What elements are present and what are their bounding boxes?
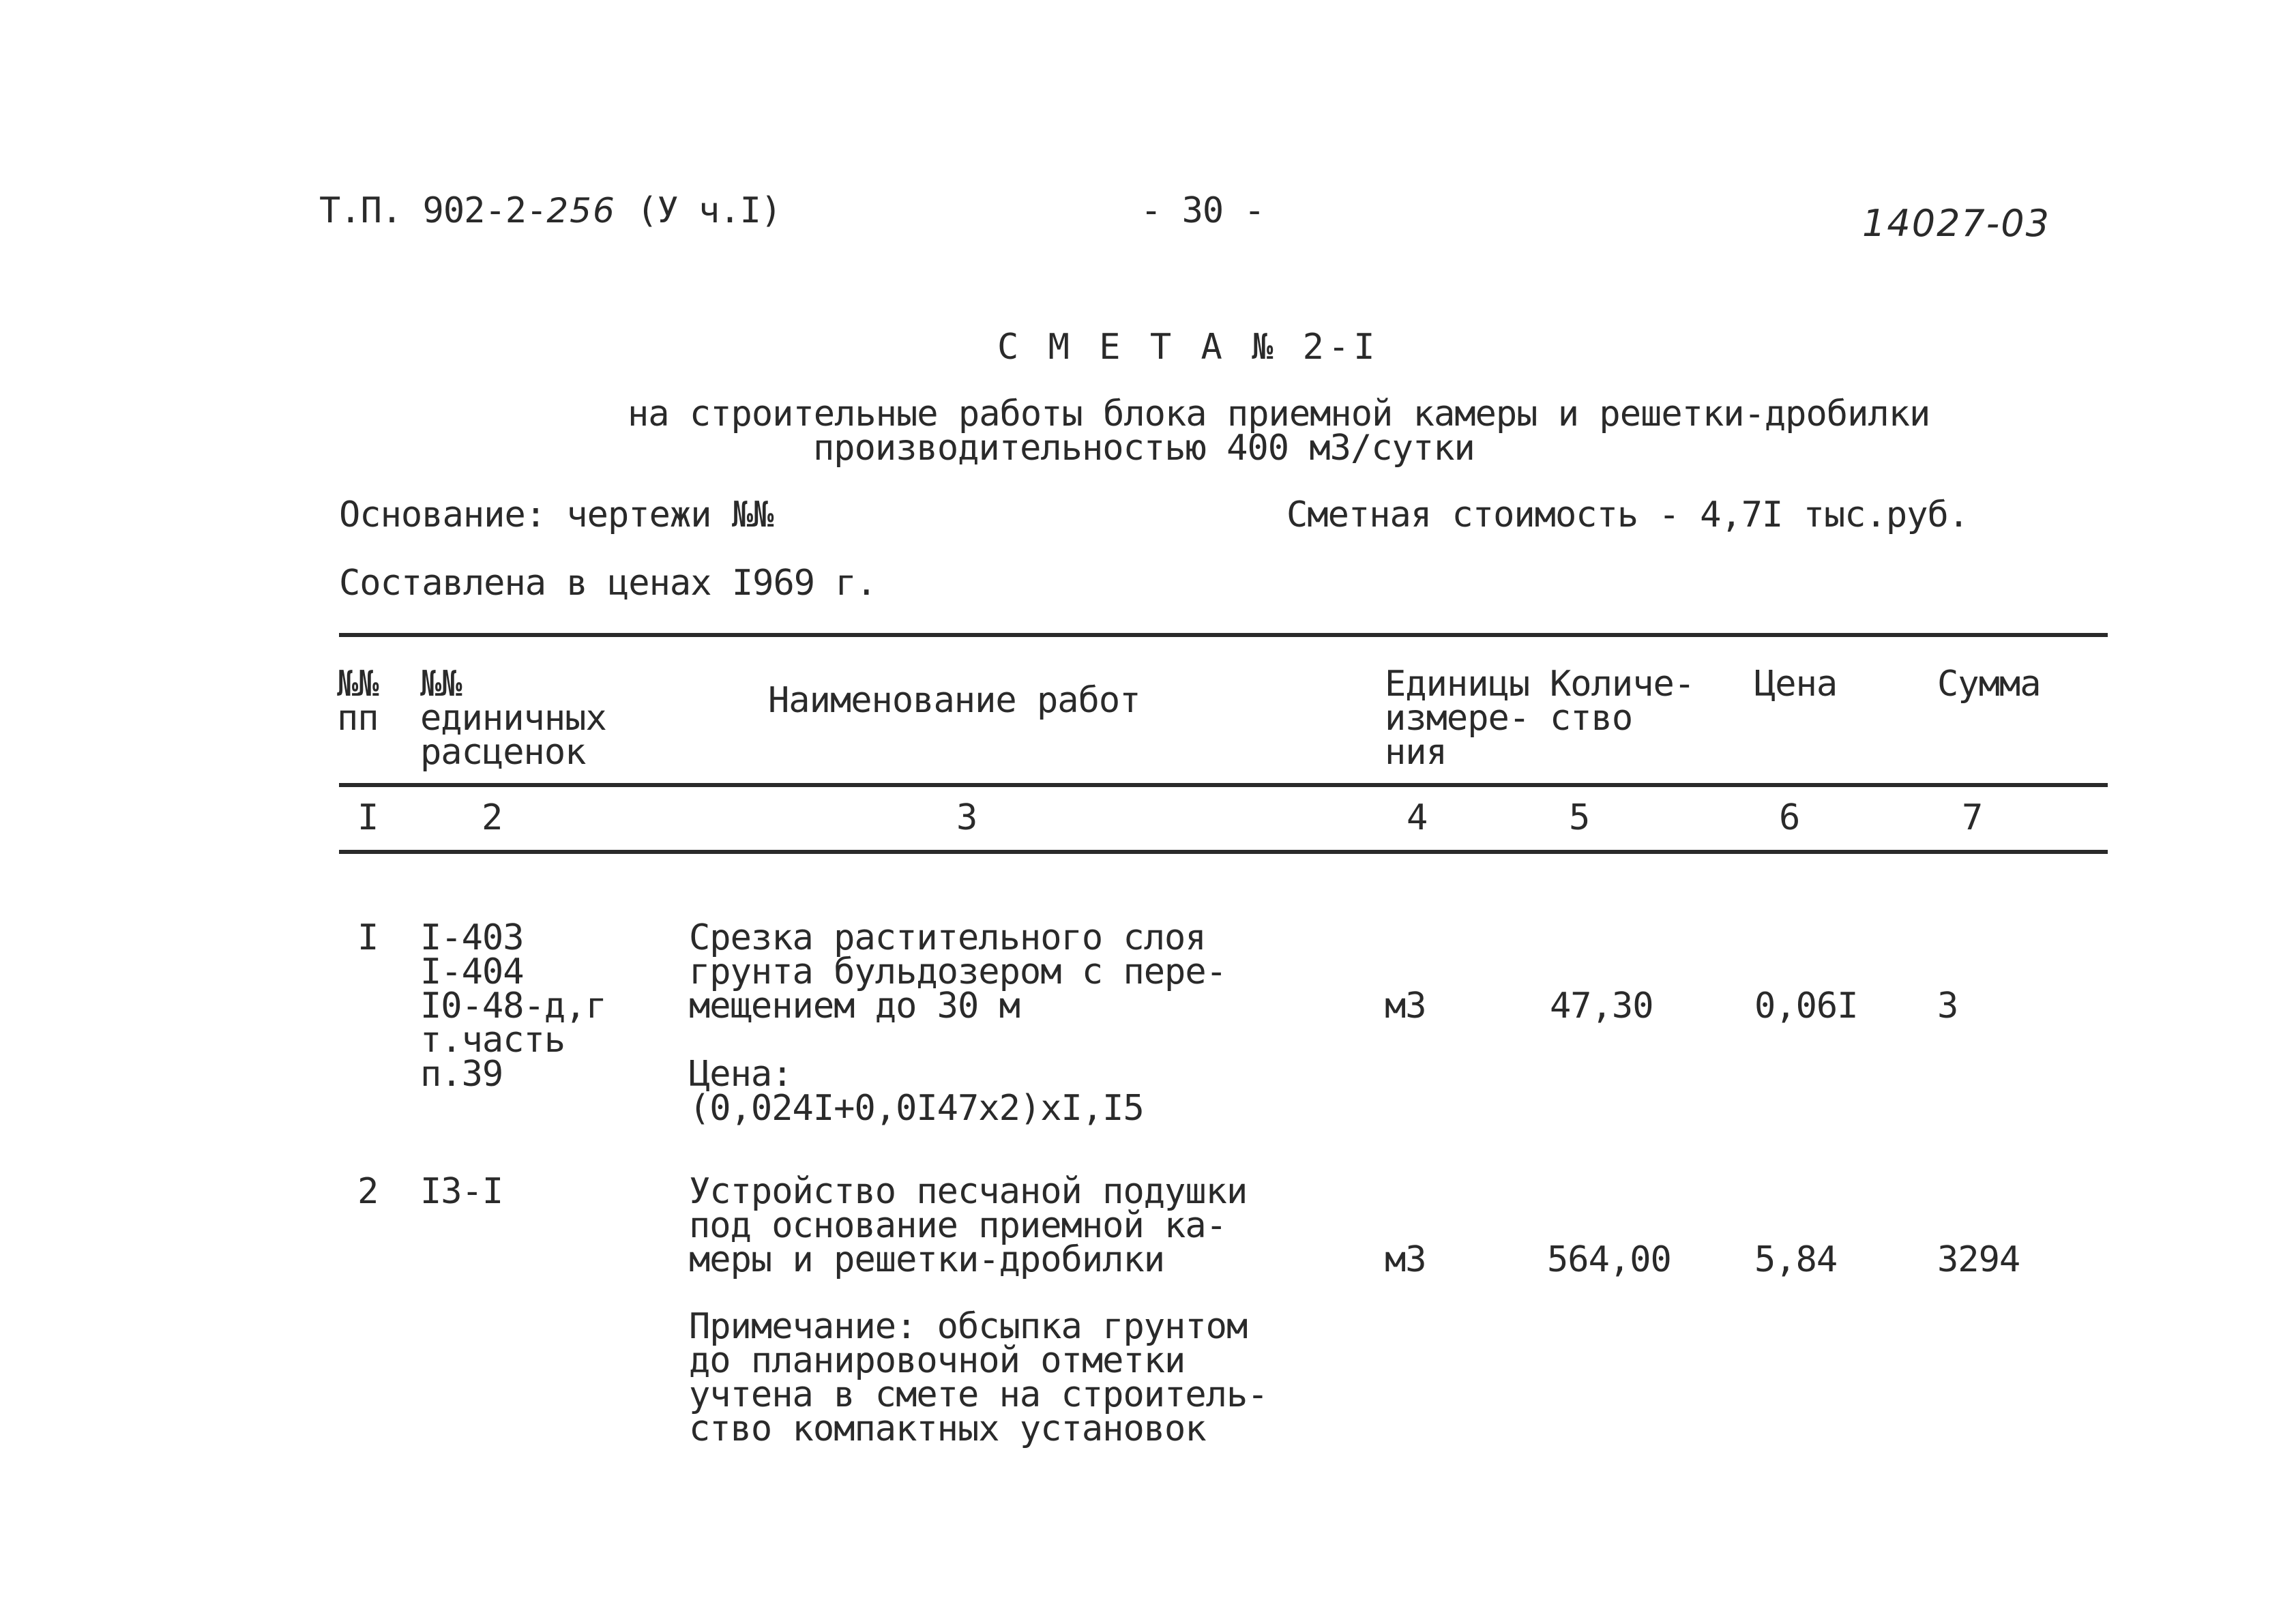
row2-price: 5,84 bbox=[1754, 1239, 1838, 1280]
prices-year: Составлена в ценах I969 г. bbox=[339, 563, 877, 604]
page-number: - 30 - bbox=[1140, 190, 1265, 231]
document-code-suffix: (У ч.I) bbox=[636, 190, 782, 231]
estimate-subtitle-line2: производительностью 400 м3/сутки bbox=[813, 428, 1475, 469]
row2-quantity: 564,00 bbox=[1547, 1239, 1671, 1280]
row2-note: Примечание: обсыпка грунтом до планировочной отметки учтена в смете на строитель- ство компактных установок bbox=[689, 1306, 1268, 1449]
document-code-prefix: Т.П. 902-2- bbox=[319, 190, 547, 231]
header-work-name: Наименование работ bbox=[768, 680, 1140, 721]
row2-sum: 3294 bbox=[1937, 1239, 2020, 1280]
row1-rate-codes: I-403 I-404 I0-48-д,г т.часть п.39 bbox=[420, 917, 606, 1095]
header-rate-codes: №№ единичных расценок bbox=[420, 664, 606, 773]
column-number-7: 7 bbox=[1962, 797, 1983, 838]
document-code-handwritten: 256 bbox=[546, 191, 616, 231]
header-unit: Единицы измере- ния bbox=[1385, 664, 1530, 773]
row1-work-name: Срезка растительного слоя грунта бульдозером с пере- мещением до 30 м bbox=[689, 917, 1226, 1026]
header-price: Цена bbox=[1754, 664, 1838, 705]
row2-unit: м3 bbox=[1385, 1239, 1426, 1280]
header-row-number: №№ пп bbox=[337, 664, 379, 739]
table-colnum-rule bbox=[339, 850, 2108, 854]
table-top-rule bbox=[339, 633, 2108, 637]
row1-sum: 3 bbox=[1937, 986, 1958, 1026]
row2-number: 2 bbox=[357, 1171, 379, 1212]
column-number-2: 2 bbox=[482, 797, 503, 838]
column-number-5: 5 bbox=[1569, 797, 1590, 838]
estimate-subtitle-line1: на строительные работы блока приемной камеры и решетки-дробилки bbox=[628, 394, 1930, 434]
estimate-title: С М Е Т А № 2-I bbox=[997, 327, 1379, 368]
row1-quantity: 47,30 bbox=[1550, 986, 1653, 1026]
basis-drawings: Основание: чертежи №№ bbox=[339, 494, 774, 535]
estimated-cost: Сметная стоимость - 4,7I тыс.руб. bbox=[1286, 494, 1969, 535]
row2-rate-codes: I3-I bbox=[420, 1171, 503, 1212]
row1-price: 0,06I bbox=[1754, 986, 1858, 1026]
header-quantity: Количе- ство bbox=[1550, 664, 1695, 739]
column-number-1: I bbox=[357, 797, 379, 838]
row1-unit: м3 bbox=[1385, 986, 1426, 1026]
column-number-6: 6 bbox=[1779, 797, 1800, 838]
table-header-rule bbox=[339, 783, 2108, 787]
row1-number: I bbox=[357, 917, 379, 958]
archive-number: 14027-03 bbox=[1862, 202, 2050, 245]
row2-work-name: Устройство песчаной подушки под основание приемной ка- меры и решетки-дробилки bbox=[689, 1171, 1248, 1280]
column-number-3: 3 bbox=[956, 797, 977, 838]
column-number-4: 4 bbox=[1407, 797, 1428, 838]
row1-price-note: Цена: (0,024I+0,0I47x2)xI,I5 bbox=[689, 1054, 1144, 1129]
document-code bbox=[319, 190, 782, 231]
header-sum: Сумма bbox=[1937, 664, 2041, 705]
